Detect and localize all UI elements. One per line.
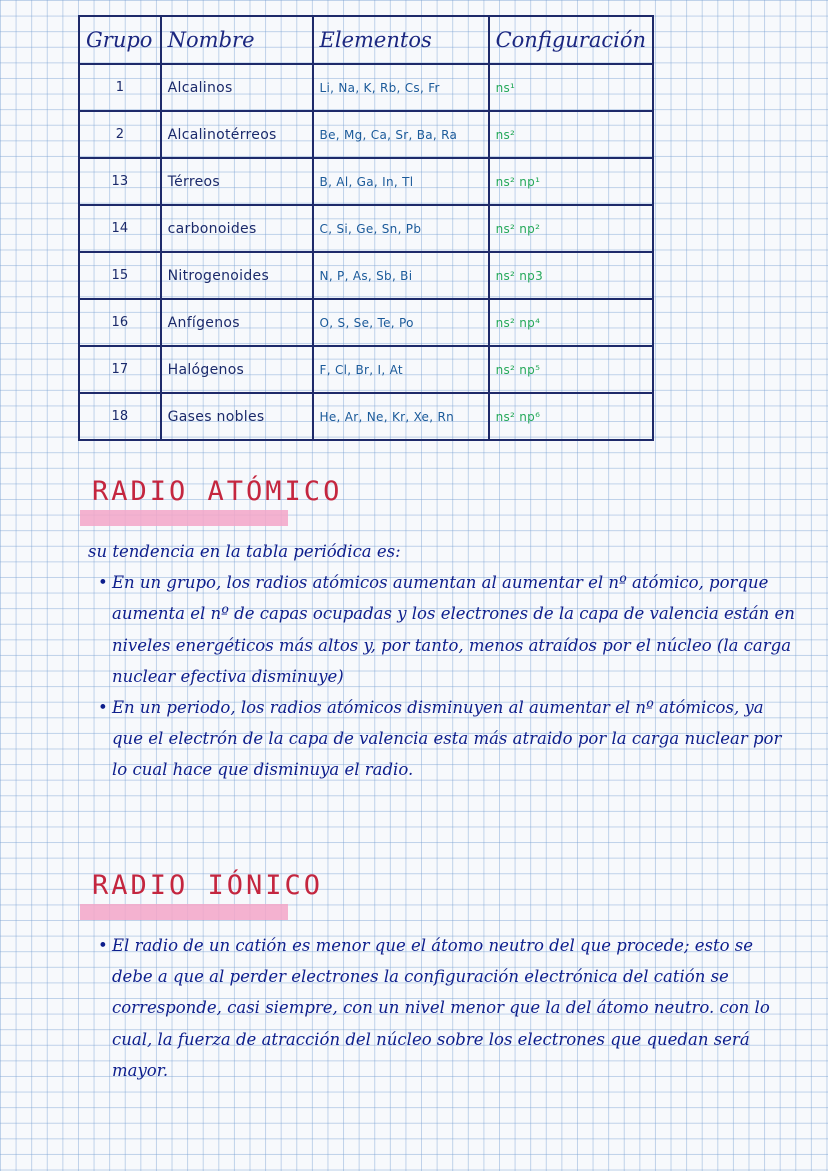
cell-grupo: 16 [79, 299, 161, 346]
header-nombre: Nombre [161, 16, 313, 64]
table-row [79, 393, 653, 440]
bullet-dot: • [98, 573, 108, 593]
cell-nombre: Anfígenos [161, 299, 313, 346]
cell-elementos: B, Al, Ga, In, Tl [313, 158, 489, 205]
bullet-item [98, 930, 778, 1086]
heading-highlight [80, 510, 288, 526]
bullet-text: En un grupo, los radios atómicos aumentan al aumentar el nº atómico, porque aumenta el nº de capas ocupadas y los electrones de la capa de valencia están en niveles energéticos más altos y, por tanto, menos atraídos por el núcleo (la carga nuclear efectiva disminuye) [112, 573, 795, 686]
cell-elementos: Be, Mg, Ca, Sr, Ba, Ra [313, 111, 489, 158]
cell-grupo: 2 [79, 111, 161, 158]
section-intro: su tendencia en la tabla periódica es: [88, 542, 401, 561]
heading-radio-ionico: RADIO IÓNICO [92, 870, 324, 901]
cell-grupo: 15 [79, 252, 161, 299]
table-row [79, 111, 653, 158]
cell-grupo: 18 [79, 393, 161, 440]
table-row [79, 64, 653, 111]
table-row [79, 299, 653, 346]
cell-nombre: Alcalinotérreos [161, 111, 313, 158]
heading-radio-atomico: RADIO ATÓMICO [92, 476, 343, 507]
header-grupo: Grupo [79, 16, 161, 64]
bullet-text: El radio de un catión es menor que el átomo neutro del que procede; esto se debe a que al perder electrones la configuración electrónica del catión se corresponde, casi siempre, con un nivel menor que la del átomo neutro. con lo cual, la fuerza de atracción del núcleo sobre los electrones que quedan será mayor. [112, 936, 770, 1080]
radio-ionico-section [88, 930, 778, 1086]
bullet-item [98, 692, 798, 786]
cell-elementos: O, S, Se, Te, Po [313, 299, 489, 346]
cell-configuracion: ns² np⁵ [489, 346, 653, 393]
table-row [79, 158, 653, 205]
header-configuracion: Configuración [489, 16, 653, 64]
cell-configuracion: ns¹ [489, 64, 653, 111]
cell-configuracion: ns² np⁶ [489, 393, 653, 440]
cell-grupo: 17 [79, 346, 161, 393]
periodic-groups-table [78, 15, 654, 441]
bullet-dot: • [98, 936, 108, 955]
table-row [79, 346, 653, 393]
table-row [79, 252, 653, 299]
header-elementos: Elementos [313, 16, 489, 64]
cell-configuracion: ns² np3 [489, 252, 653, 299]
cell-grupo: 14 [79, 205, 161, 252]
heading-highlight [80, 904, 288, 920]
cell-grupo: 1 [79, 64, 161, 111]
cell-nombre: Halógenos [161, 346, 313, 393]
cell-nombre: Alcalinos [161, 64, 313, 111]
bullet-dot: • [98, 698, 108, 718]
cell-nombre: carbonoides [161, 205, 313, 252]
cell-configuracion: ns² [489, 111, 653, 158]
cell-elementos: C, Si, Ge, Sn, Pb [313, 205, 489, 252]
cell-nombre: Nitrogenoides [161, 252, 313, 299]
cell-configuracion: ns² np² [489, 205, 653, 252]
cell-grupo: 13 [79, 158, 161, 205]
table-row [79, 205, 653, 252]
cell-elementos: He, Ar, Ne, Kr, Xe, Rn [313, 393, 489, 440]
cell-elementos: Li, Na, K, Rb, Cs, Fr [313, 64, 489, 111]
cell-elementos: F, Cl, Br, I, At [313, 346, 489, 393]
cell-nombre: Gases nobles [161, 393, 313, 440]
radio-atomico-section [88, 536, 798, 786]
cell-elementos: N, P, As, Sb, Bi [313, 252, 489, 299]
bullet-text: En un periodo, los radios atómicos disminuyen al aumentar el nº atómicos, ya que el electrón de la capa de valencia esta más atraido por la carga nuclear por lo cual hace que disminuya el radio. [112, 698, 782, 780]
cell-configuracion: ns² np¹ [489, 158, 653, 205]
cell-configuracion: ns² np⁴ [489, 299, 653, 346]
bullet-item [98, 567, 798, 692]
table-header-row [79, 16, 653, 64]
cell-nombre: Térreos [161, 158, 313, 205]
